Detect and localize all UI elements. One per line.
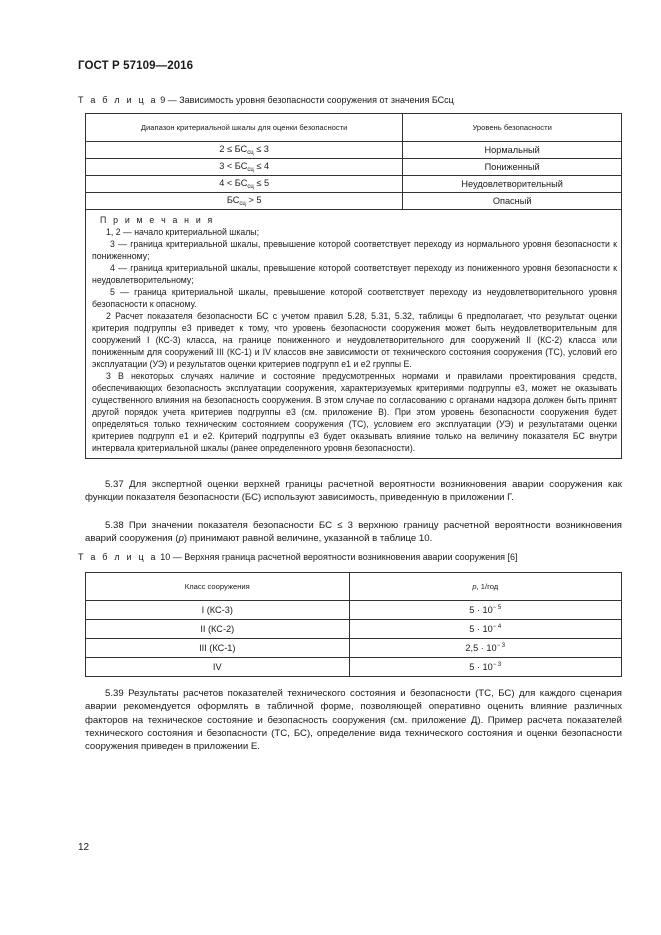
table-row bbox=[86, 658, 622, 677]
note-1-2: 1, 2 — начало критериальной шкалы; bbox=[106, 227, 260, 237]
class-cell: I (КС-3) bbox=[86, 601, 350, 620]
note-4: 4 — граница критериальной шкалы, превышение которой соответствует переходу из пониженного уровня безопасности к неудовлетворительному; bbox=[92, 263, 617, 285]
paragraph-5-37: 5.37 Для экспертной оценки верхней границы расчетной вероятности возникновения аварии сооружения как функции показателя безопасности (БС) используют зависимость, приведенную в приложении Г. bbox=[85, 479, 622, 504]
class-cell: III (КС-1) bbox=[86, 639, 350, 658]
table-row bbox=[86, 193, 622, 210]
table9-caption bbox=[78, 95, 454, 105]
table10-caption-prefix: Т а б л и ц а bbox=[78, 552, 158, 562]
table9-caption-text: 9 — Зависимость уровня безопасности сооружения от значения БСсц bbox=[160, 95, 454, 105]
table10-caption-text: 10 — Верхняя граница расчетной вероятности возникновения аварии сооружения [6] bbox=[160, 552, 518, 562]
table10-caption bbox=[78, 552, 518, 562]
level-cell: Пониженный bbox=[403, 159, 622, 176]
level-cell: Неудовлетворительный bbox=[403, 176, 622, 193]
safety-level-table bbox=[85, 113, 622, 459]
level-cell: Нормальный bbox=[403, 142, 622, 159]
table-header-row bbox=[86, 573, 622, 601]
probability-cell: $5 \cdot 10^{- 5}$ bbox=[349, 601, 621, 620]
notes-title: П р и м е ч а н и я bbox=[100, 215, 215, 225]
probability-cell: $5 \cdot 10^{- 4}$ bbox=[349, 620, 621, 639]
table-row bbox=[86, 601, 622, 620]
document-header: ГОСТ Р 57109—2016 bbox=[78, 60, 194, 72]
table-notes bbox=[86, 210, 622, 459]
column-header-probability: р, 1/год bbox=[349, 573, 621, 601]
level-cell: Опасный bbox=[403, 193, 622, 210]
range-cell: $2 \le БС_{сц} \le 3$ bbox=[86, 142, 403, 159]
table-header-row bbox=[86, 114, 622, 142]
note-paragraph-2: 2 Расчет показателя безопасности БС с учетом правил 5.28, 5.31, 5.32, таблицы 6 предполагает, что результат оценки критерия подгруппы е3 приведет к тому, что уровень безопасности сооружения может быть неудовлетворительным для сооружений I (КС-3) класса, на границе пониженного и неудовлетворительного для сооружений II (КС-2) класса или пониженным для сооружений III (КС-1) и IV классов вне зависимости от технического состояния сооружения (ТС), условий его эксплуатации (УЭ) и результатов оценки критериев подгрупп е1 и е2 группы Е. bbox=[92, 311, 617, 369]
column-header-level: Уровень безопасности bbox=[403, 114, 622, 142]
notes-row bbox=[86, 210, 622, 459]
column-header-class: Класс сооружения bbox=[86, 573, 350, 601]
page-number: 12 bbox=[78, 842, 90, 853]
table-row bbox=[86, 639, 622, 658]
note-5: 5 — граница критериальной шкалы, превышение которой соответствует переходу из неудовлетворительного уровня безопасности к опасному. bbox=[92, 287, 617, 309]
class-cell: II (КС-2) bbox=[86, 620, 350, 639]
accident-probability-table bbox=[85, 572, 622, 677]
column-header-range: Диапазон критериальной шкалы для оценки безопасности bbox=[86, 114, 403, 142]
range-cell: $БС_{сц} > 5$ bbox=[86, 193, 403, 210]
table-row bbox=[86, 620, 622, 639]
note-3: 3 — граница критериальной шкалы, превышение которой соответствует переходу из нормального уровня безопасности к пониженному; bbox=[92, 239, 617, 261]
table-row bbox=[86, 142, 622, 159]
paragraph-5-39: 5.39 Результаты расчетов показателей технического состояния и безопасности (ТС, БС) для каждого сценария аварии рекомендуется оформлять в табличной форме, позволяющей оперативно оценить влияние различных факторов на техническое состояние и безопасность сооружения (см. приложение Д). Пример расчета показателей технического состояния и безопасности (ТС, БС), определение вида технического состояния и оценки безопасности сооружения приведен в приложении Е. bbox=[85, 688, 622, 753]
table9-caption-prefix: Т а б л и ц а bbox=[78, 95, 158, 105]
range-cell: $4 < БС_{сц} \le 5$ bbox=[86, 176, 403, 193]
probability-cell: $5 \cdot 10^{- 3}$ bbox=[349, 658, 621, 677]
table-row bbox=[86, 159, 622, 176]
probability-cell: $2,5 \cdot 10^{- 3}$ bbox=[349, 639, 621, 658]
table-row bbox=[86, 176, 622, 193]
paragraph-5-38: 5.38 При значении показателя безопасности БС ≤ 3 верхнюю границу расчетной вероятности возникновения аварий сооружения (р) принимают равной величине, указанной в таблице 10. bbox=[85, 520, 622, 545]
class-cell: IV bbox=[86, 658, 350, 677]
note-paragraph-3: 3 В некоторых случаях наличие и состояние предусмотренных нормами и правилами проектирования средств, обеспечивающих безопасность эксплуатации сооружения, характеризуемых критериями подгруппы е3, может не оказывать существенного влияния на безопасность сооружения. В этом случае по согласованию с органами надзора должен быть принят другой порядок учета критериев подгруппы е3 (см. приложение В). При этом уровень безопасности сооружения будет определяться только техническим состоянием сооружения (ТС), условием его эксплуатации (УЭ) и результатами оценки критериев подгрупп е1 и е2. Критерий подгруппы е3 будет оказывать влияние только на величину показателя БС внутри интервала критериальной шкалы (ранее определенного уровня безопасности). bbox=[92, 371, 617, 453]
range-cell: $3 < БС_{сц} \le 4$ bbox=[86, 159, 403, 176]
